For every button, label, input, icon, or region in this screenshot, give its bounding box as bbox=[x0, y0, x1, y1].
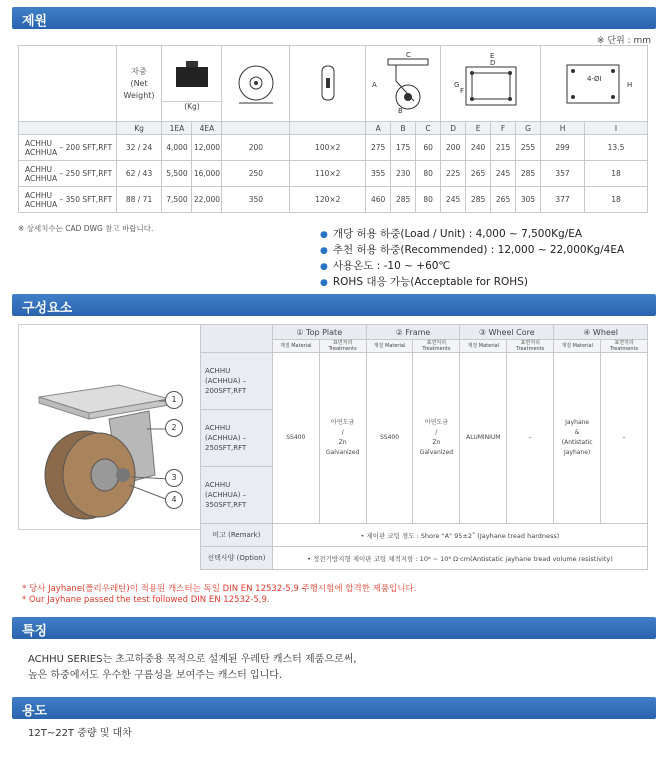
features-text bbox=[28, 652, 357, 684]
model-suffix: – 200 SFT,RFT bbox=[59, 142, 113, 152]
net-weight: 88 / 71 bbox=[116, 187, 162, 213]
model-suffix: – 250 SFT,RFT bbox=[59, 168, 113, 178]
wheel-diameter: 350 bbox=[222, 187, 290, 213]
features-line-2: 높은 하중에서도 우수한 구름성을 보여주는 캐스터 입니다. bbox=[28, 670, 283, 681]
units-blank bbox=[19, 122, 117, 135]
dim-a: 275 bbox=[366, 135, 391, 161]
dim-i: 18 bbox=[585, 187, 648, 213]
section-bar-spec bbox=[12, 7, 656, 29]
bullet-temperature: ● 사용온도 : -10 ~ +60℃ bbox=[320, 259, 624, 275]
caster-side-diagram-header bbox=[366, 46, 441, 122]
table-row bbox=[19, 135, 648, 161]
top-plate-diagram-header bbox=[441, 46, 541, 122]
bullet-recommended: ● 추천 허용 하중(Recommended) : 12,000 ~ 22,000Kg/4EA bbox=[320, 243, 624, 259]
part-top-plate: ① Top Plate bbox=[272, 325, 366, 340]
usage-text: 12T~22T 중량 및 대차 bbox=[28, 728, 132, 739]
load-4ea: 22,000 bbox=[192, 187, 222, 213]
caster-side-diagram-icon bbox=[368, 51, 438, 115]
load-1ea: 5,500 bbox=[162, 161, 192, 187]
svg-text:G: G bbox=[453, 80, 460, 89]
wheel-diameter: 200 bbox=[222, 135, 290, 161]
svg-text:4-ØI: 4-ØI bbox=[587, 74, 602, 83]
sub-material: 재질 Material bbox=[366, 340, 413, 353]
svg-text:A: A bbox=[372, 80, 377, 89]
option-label: 선택사양 (Option) bbox=[201, 547, 273, 570]
part-wheel: ④ Wheel bbox=[554, 325, 648, 340]
table-row bbox=[19, 187, 648, 213]
net-weight: 32 / 24 bbox=[116, 135, 162, 161]
unit-g: G bbox=[516, 122, 541, 135]
caster-illustration-frame bbox=[18, 324, 202, 530]
red-note-en: * Our Jayhane passed the test followed DIN EN 12532-5,9. bbox=[22, 595, 270, 605]
unit-a: A bbox=[366, 122, 391, 135]
unit-kg: Kg bbox=[116, 122, 162, 135]
part-wheel-core: ③ Wheel Core bbox=[460, 325, 554, 340]
spec-bullets bbox=[320, 227, 624, 291]
wheel-material: Jayhane & (Antistatic Jayhane) bbox=[554, 353, 601, 524]
wheel-front-icon bbox=[231, 58, 281, 108]
unit-h: H bbox=[541, 122, 585, 135]
unit-width bbox=[290, 122, 366, 135]
dim-b: 285 bbox=[391, 187, 416, 213]
frame-treatment: 아연도금 / Zn Galvanized bbox=[413, 353, 460, 524]
model-suffix: – 350 SFT,RFT bbox=[59, 194, 113, 204]
wheel-diameter-header bbox=[222, 46, 290, 122]
model-cell bbox=[19, 187, 117, 213]
section-title-spec: 제원 bbox=[22, 14, 48, 29]
sub-treatment: 표면처리 Treatments bbox=[319, 340, 366, 353]
load-4ea: 16,000 bbox=[192, 161, 222, 187]
model-line2: ACHHUA bbox=[25, 199, 58, 209]
dim-h: 299 bbox=[541, 135, 585, 161]
spec-blank-header bbox=[19, 46, 117, 122]
sub-treatment: 표면처리 Treatments bbox=[413, 340, 460, 353]
dim-g: 305 bbox=[516, 187, 541, 213]
unit-d: D bbox=[441, 122, 466, 135]
wheel-core-material: ALUMINIUM bbox=[460, 353, 507, 524]
unit-label: ※ 단위 : mm bbox=[596, 36, 651, 46]
dim-i: 13.5 bbox=[585, 135, 648, 161]
remark-text: • 제이판 코팅 경도 : Shore "A" 95±2˚ (Jayhane tread hardness) bbox=[272, 524, 647, 547]
cad-note: ※ 상세치수는 CAD DWG 참고 바랍니다. bbox=[18, 224, 154, 233]
wheel-side-icon bbox=[303, 58, 353, 108]
wheel-width: 120×2 bbox=[290, 187, 366, 213]
unit-e: E bbox=[466, 122, 491, 135]
weight-header-en: (Net Weight) bbox=[123, 78, 155, 100]
load-1ea: 7,500 bbox=[162, 187, 192, 213]
dim-f: 245 bbox=[491, 161, 516, 187]
wheel-core-treatment: – bbox=[507, 353, 554, 524]
kg-label: (Kg) bbox=[162, 101, 221, 111]
unit-diameter bbox=[222, 122, 290, 135]
comp-model-350: ACHHU (ACHHUA) – 350SFT,RFT bbox=[201, 467, 273, 524]
weight-header bbox=[116, 46, 162, 122]
svg-text:H: H bbox=[627, 80, 633, 89]
components-table bbox=[200, 324, 648, 570]
section-bar-usage bbox=[12, 697, 656, 719]
bolt-hole-diagram-icon bbox=[549, 51, 639, 115]
model-line1: ACHHU bbox=[25, 190, 53, 200]
section-title-features: 특징 bbox=[22, 624, 48, 639]
bullet-rohs: ● ROHS 대응 가능(Acceptable for ROHS) bbox=[320, 275, 624, 291]
bolt-hole-diagram-header bbox=[541, 46, 648, 122]
part-frame: ② Frame bbox=[366, 325, 460, 340]
bullet-load-unit: ● 개당 허용 하중(Load / Unit) : 4,000 ~ 7,500Kg/EA bbox=[320, 227, 624, 243]
red-note-ko: * 당사 Jayhane(폴리우레탄)이 적용된 캐스터는 독일 DIN EN 12532-5,9 주행시험에 합격한 제품입니다. bbox=[22, 584, 417, 594]
sub-treatment: 표면처리 Treatments bbox=[507, 340, 554, 353]
comp-model-200: ACHHU (ACHHUA) – 200SFT,RFT bbox=[201, 353, 273, 410]
dim-e: 240 bbox=[466, 135, 491, 161]
callout-3: 3 bbox=[165, 469, 183, 487]
features-line-1: ACHHU SERIES는 초고하중용 목적으로 설계된 우레탄 캐스터 제품으로써, bbox=[28, 654, 357, 665]
top-plate-treatment: 아연도금 / Zn Galvanized bbox=[319, 353, 366, 524]
svg-text:E: E bbox=[489, 51, 495, 60]
comp-corner bbox=[201, 325, 273, 353]
model-cell bbox=[19, 135, 117, 161]
dim-c: 60 bbox=[416, 135, 441, 161]
svg-text:D: D bbox=[489, 58, 495, 67]
weight-block-icon bbox=[164, 57, 220, 99]
wheel-treatment: – bbox=[601, 353, 648, 524]
section-title-components: 구성요소 bbox=[22, 301, 73, 316]
model-line2: ACHHUA bbox=[25, 173, 58, 183]
load-header bbox=[162, 46, 222, 122]
dim-g: 255 bbox=[516, 135, 541, 161]
load-4ea: 12,000 bbox=[192, 135, 222, 161]
dim-e: 285 bbox=[466, 187, 491, 213]
model-line1: ACHHU bbox=[25, 138, 53, 148]
dim-h: 377 bbox=[541, 187, 585, 213]
dim-c: 80 bbox=[416, 187, 441, 213]
dim-e: 265 bbox=[466, 161, 491, 187]
callout-4: 4 bbox=[165, 491, 183, 509]
model-line2: ACHHUA bbox=[25, 147, 58, 157]
dim-f: 265 bbox=[491, 187, 516, 213]
dim-b: 230 bbox=[391, 161, 416, 187]
dim-h: 357 bbox=[541, 161, 585, 187]
callout-1: 1 bbox=[165, 391, 183, 409]
wheel-width: 110×2 bbox=[290, 161, 366, 187]
unit-4ea: 4EA bbox=[192, 122, 222, 135]
section-title-usage: 용도 bbox=[22, 704, 48, 719]
sub-material: 재질 Material bbox=[554, 340, 601, 353]
unit-1ea: 1EA bbox=[162, 122, 192, 135]
weight-header-ko: 자중 bbox=[131, 66, 147, 76]
unit-b: B bbox=[391, 122, 416, 135]
callout-2: 2 bbox=[165, 419, 183, 437]
net-weight: 62 / 43 bbox=[116, 161, 162, 187]
table-row bbox=[19, 161, 648, 187]
wheel-width: 100×2 bbox=[290, 135, 366, 161]
section-bar-components bbox=[12, 294, 656, 316]
top-plate-material: SS400 bbox=[272, 353, 319, 524]
dim-i: 18 bbox=[585, 161, 648, 187]
sub-material: 재질 Material bbox=[272, 340, 319, 353]
dim-d: 245 bbox=[441, 187, 466, 213]
dim-d: 225 bbox=[441, 161, 466, 187]
dim-c: 80 bbox=[416, 161, 441, 187]
model-cell bbox=[19, 161, 117, 187]
svg-text:C: C bbox=[406, 50, 412, 59]
model-line1: ACHHU bbox=[25, 164, 53, 174]
frame-material: SS400 bbox=[366, 353, 413, 524]
dim-a: 355 bbox=[366, 161, 391, 187]
unit-c: C bbox=[416, 122, 441, 135]
wheel-width-header bbox=[290, 46, 366, 122]
svg-text:B: B bbox=[398, 106, 403, 115]
dim-b: 175 bbox=[391, 135, 416, 161]
svg-text:F: F bbox=[459, 86, 464, 95]
load-1ea: 4,000 bbox=[162, 135, 192, 161]
dim-d: 200 bbox=[441, 135, 466, 161]
unit-f: F bbox=[491, 122, 516, 135]
sub-material: 재질 Material bbox=[460, 340, 507, 353]
dim-f: 215 bbox=[491, 135, 516, 161]
comp-model-250: ACHHU (ACHHUA) – 250SFT,RFT bbox=[201, 410, 273, 467]
dim-g: 285 bbox=[516, 161, 541, 187]
sub-treatment: 표면처리 Treatments bbox=[601, 340, 648, 353]
unit-i: I bbox=[585, 122, 648, 135]
top-plate-diagram-icon bbox=[446, 51, 536, 115]
section-bar-features bbox=[12, 617, 656, 639]
wheel-diameter: 250 bbox=[222, 161, 290, 187]
spec-table bbox=[18, 45, 648, 213]
remark-label: 비고 (Remark) bbox=[201, 524, 273, 547]
option-text: • 정전기방지형 제이판 코팅 체적저항 : 10⁶ ~ 10⁸ Ω·cm(Antistatic jayhane tread volume resistivity) bbox=[272, 547, 647, 570]
dim-a: 460 bbox=[366, 187, 391, 213]
